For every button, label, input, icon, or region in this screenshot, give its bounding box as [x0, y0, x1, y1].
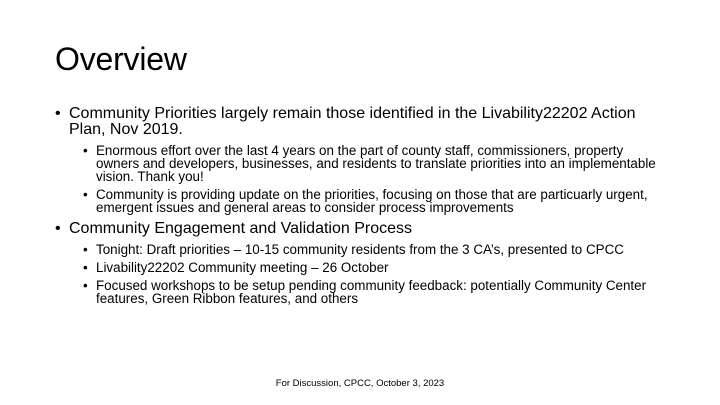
bullet-icon: •: [83, 242, 88, 257]
sub-bullet-list: [83, 144, 665, 214]
bullet-icon: •: [83, 278, 88, 293]
sub-bullet-text: Enormous effort over the last 4 years on the part of county staff, commissioners, property owners and developers, businesses, and residents to translate priorities into an implementable vision. Thank you!: [96, 143, 656, 184]
bullet-icon: •: [83, 260, 88, 275]
sub-bullet-text: Focused workshops to be setup pending community feedback: potentially Community Center features, Green Ribbon features, and others: [96, 278, 647, 306]
sub-bullet-list: [83, 243, 665, 305]
bullet-icon: •: [83, 187, 88, 202]
bullet-icon: •: [55, 220, 61, 237]
slide-footer: For Discussion, CPCC, October 3, 2023: [275, 378, 445, 389]
bullet-text: Community Priorities largely remain those identified in the Livability22202 Action Plan, Nov 2019.: [69, 105, 636, 138]
bullet-list: [55, 106, 665, 312]
bullet-item-priorities: [55, 106, 665, 214]
bullet-icon: •: [83, 143, 88, 158]
sub-bullet-item: [83, 243, 665, 256]
sub-bullet-item: [83, 188, 665, 214]
slide-title: Overview: [55, 41, 187, 77]
bullet-item-engagement: [55, 221, 665, 305]
sub-bullet-item: [83, 279, 665, 305]
sub-bullet-text: Tonight: Draft priorities – 10-15 community residents from the 3 CA’s, presented to CPCC: [96, 242, 624, 257]
sub-bullet-text: Livability22202 Community meeting – 26 October: [96, 260, 389, 275]
sub-bullet-item: [83, 144, 665, 183]
bullet-icon: •: [55, 105, 61, 122]
sub-bullet-item: [83, 261, 665, 274]
sub-bullet-text: Community is providing update on the priorities, focusing on those that are particuarly urgent, emergent issues and general areas to consider process improvements: [96, 187, 648, 215]
bullet-text: Community Engagement and Validation Process: [69, 220, 412, 237]
